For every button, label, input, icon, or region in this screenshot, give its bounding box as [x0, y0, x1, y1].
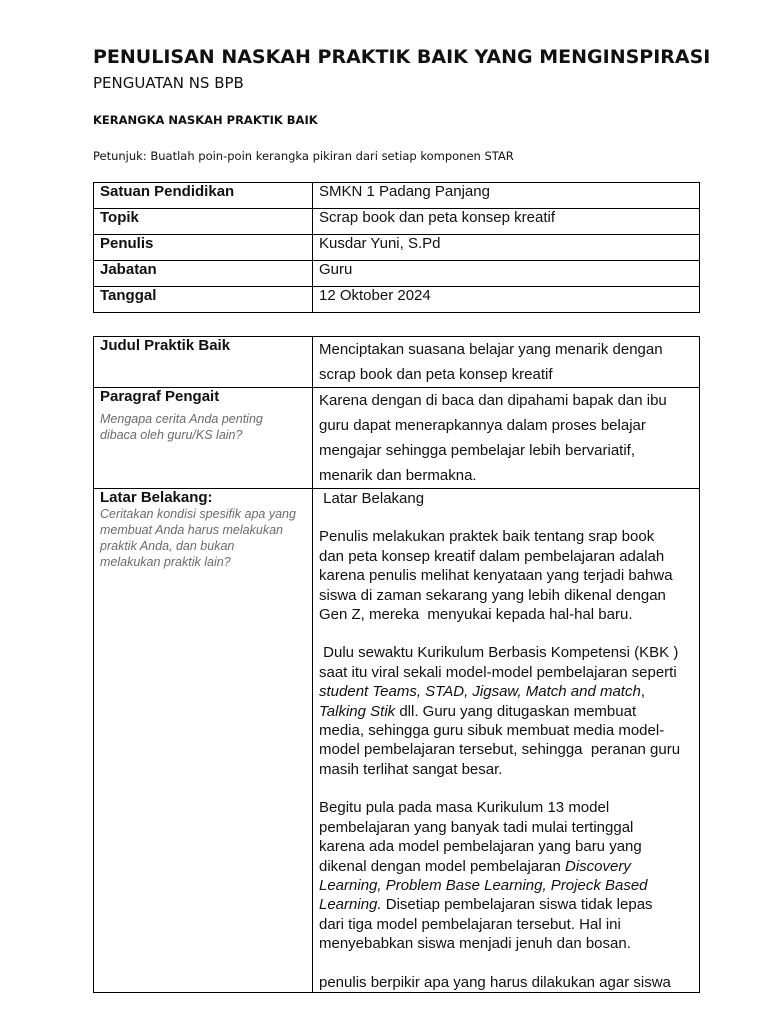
paragraph-line	[319, 857, 693, 876]
italic-text: Learning.	[319, 896, 382, 914]
pengait-line: mengajar sehingga pembelajar lebih bervariatif,	[319, 442, 636, 459]
pengait-label: Paragraf Pengait	[100, 388, 220, 405]
paragraph-line: menyebabkan siswa menjadi jenuh dan bosan.	[319, 935, 631, 953]
paragraph-line: saat itu viral sekali model-model pembelajaran seperti	[319, 663, 677, 681]
pengait-label-cell	[94, 388, 313, 489]
table-row	[94, 489, 700, 993]
table-row	[94, 388, 700, 489]
paragraph-line: media, sehingga guru sibuk membuat media model-	[319, 722, 665, 740]
latar-label: Latar Belakang:	[100, 489, 213, 506]
identity-label: Satuan Pendidikan	[94, 183, 313, 209]
paragraph-line: karena penulis melihat kenyataan yang terjadi bahwa	[319, 567, 673, 585]
pengait-hint	[100, 411, 306, 443]
identity-table	[93, 182, 700, 313]
paragraph-line: karena ada model pembelajaran yang baru yang	[319, 838, 642, 856]
latar-hint	[100, 506, 306, 570]
pengait-line: Karena dengan di baca dan dipahami bapak dan ibu	[319, 392, 667, 409]
pengait-line: guru dapat menerapkannya dalam proses belajar	[319, 417, 646, 434]
table-row	[94, 209, 700, 235]
pengait-value-cell	[313, 388, 700, 489]
hint-line: Ceritakan kondisi spesifik apa yang	[100, 507, 296, 521]
paragraph-line: Dulu sewaktu Kurikulum Berbasis Kompetensi (KBK )	[319, 644, 679, 662]
identity-value: Guru	[313, 261, 700, 287]
text-span: dll. Guru yang ditugaskan membuat	[395, 702, 637, 720]
pengait-line: menarik dan bermakna.	[319, 467, 477, 484]
paragraph-line	[319, 702, 693, 721]
document-title: PENULISAN NASKAH PRAKTIK BAIK YANG MENGINSPIRASI	[93, 46, 711, 68]
paragraph-line: Begitu pula pada masa Kurikulum 13 model	[319, 799, 610, 817]
latar-heading: Latar Belakang	[319, 490, 425, 507]
text-span: ,	[640, 683, 645, 701]
table-row	[94, 337, 700, 388]
text-span: dikenal dengan model pembelajaran	[319, 857, 566, 875]
table-row	[94, 261, 700, 287]
judul-line: Menciptakan suasana belajar yang menarik dengan	[319, 341, 663, 358]
judul-label-cell	[94, 337, 313, 388]
identity-value: Scrap book dan peta konsep kreatif	[313, 209, 700, 235]
hint-line: praktik Anda, dan bukan	[100, 539, 235, 553]
paragraph-line	[319, 682, 693, 701]
section-heading: KERANGKA NASKAH PRAKTIK BAIK	[93, 113, 318, 127]
paragraph-line: penulis berpikir apa yang harus dilakukan agar siswa	[319, 973, 671, 991]
judul-value-cell	[313, 337, 700, 388]
paragraph-line	[319, 895, 693, 914]
table-row	[94, 183, 700, 209]
identity-label: Tanggal	[94, 287, 313, 313]
table-row	[94, 287, 700, 313]
identity-value: 12 Oktober 2024	[313, 287, 700, 313]
identity-value: SMKN 1 Padang Panjang	[313, 183, 700, 209]
paragraph-line	[319, 876, 693, 895]
italic-text: Learning, Problem Base Learning, Projeck Based	[319, 876, 648, 894]
document-subtitle: PENGUATAN NS BPB	[93, 74, 244, 92]
text-span: Disetiap pembelajaran siswa tidak lepas	[381, 896, 653, 914]
italic-text: Discovery	[565, 857, 631, 875]
judul-line: scrap book dan peta konsep kreatif	[319, 366, 553, 383]
paragraph-line: model pembelajaran tersebut, sehingga peranan guru	[319, 741, 681, 759]
paragraph-line: dan peta konsep kreatif dalam pembelajaran adalah	[319, 547, 665, 565]
hint-line: melakukan praktik lain?	[100, 555, 231, 569]
hint-line: dibaca oleh guru/KS lain?	[100, 428, 243, 442]
identity-label: Topik	[94, 209, 313, 235]
identity-label: Jabatan	[94, 261, 313, 287]
paragraph-line: dari tiga model pembelajaran tersebut. Hal ini	[319, 915, 621, 933]
instruction-text: Petunjuk: Buatlah poin-poin kerangka pikiran dari setiap komponen STAR	[93, 149, 514, 163]
identity-label: Penulis	[94, 235, 313, 261]
italic-text: student Teams, STAD, Jigsaw, Match and match	[319, 683, 641, 701]
paragraph-line: masih terlihat sangat besar.	[319, 760, 503, 778]
paragraph-line: siswa di zaman sekarang yang lebih dikenal dengan	[319, 586, 666, 604]
paragraph-line: Gen Z, mereka menyukai kepada hal-hal baru.	[319, 606, 633, 624]
identity-value: Kusdar Yuni, S.Pd	[313, 235, 700, 261]
hint-line: Mengapa cerita Anda penting	[100, 412, 263, 426]
table-row	[94, 235, 700, 261]
latar-label-cell	[94, 489, 313, 993]
latar-value-cell	[313, 489, 700, 993]
italic-text: Talking Stik	[319, 702, 396, 720]
paragraph-line: pembelajaran yang banyak tadi mulai tertinggal	[319, 818, 634, 836]
judul-label: Judul Praktik Baik	[100, 337, 231, 354]
paragraph-line: Penulis melakukan praktek baik tentang srap book	[319, 528, 655, 546]
star-table	[93, 336, 700, 993]
hint-line: membuat Anda harus melakukan	[100, 523, 283, 537]
